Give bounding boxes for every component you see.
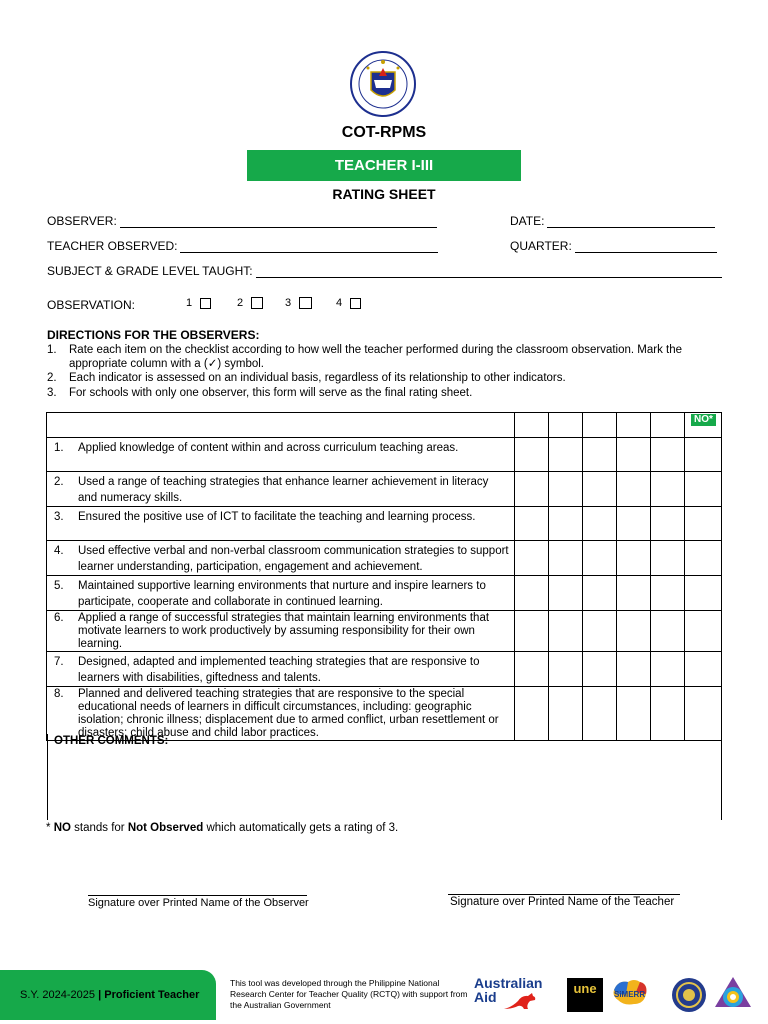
rating-cell[interactable] (685, 507, 722, 541)
rating-cell[interactable] (651, 541, 685, 576)
indicator-number: 2. (54, 476, 64, 488)
quarter-label: QUARTER: (510, 239, 572, 253)
indicator-text: Applied a range of successful strategies that maintain learning environments that motivate learners to work productively by assuming responsibility for their own learning. (78, 612, 490, 650)
indicator-number: 8. (54, 688, 64, 700)
table-row (47, 507, 722, 541)
direction-text: Each indicator is assessed on an individual basis, regardless of its relationship to other indicators. (69, 372, 566, 384)
table-row (47, 687, 722, 741)
direction-number: 3. (47, 387, 57, 399)
direction-text: Rate each item on the checklist according to how well the teacher performed during the classroom observation. Mark the appropriate column with a (✓) symbol. (69, 344, 683, 370)
indicator-number: 1. (54, 442, 64, 454)
table-row (47, 611, 722, 652)
indicator-number: 4. (54, 545, 64, 557)
rating-cell[interactable] (685, 541, 722, 576)
checkbox[interactable] (299, 297, 312, 309)
observation-option-2[interactable] (237, 297, 263, 309)
indicator-cell (47, 438, 515, 472)
rating-cell[interactable] (617, 576, 651, 611)
subject-label: SUBJECT & GRADE LEVEL TAUGHT: (47, 264, 253, 278)
rating-cell[interactable] (651, 687, 685, 741)
rating-cell[interactable] (583, 472, 617, 507)
indicator-text: Designed, adapted and implemented teaching strategies that are responsive to learners with disabilities, giftedness and talents. (78, 656, 480, 684)
header-cell (651, 413, 685, 438)
footnote-tail: which automatically gets a rating of 3. (203, 822, 399, 834)
footer-credit: This tool was developed through the Philippine National Research Center for Teacher Quality (RCTQ) with support from the Australian Government (230, 978, 468, 1010)
checkbox[interactable] (251, 297, 263, 309)
indicator-text: Planned and delivered teaching strategies that are responsive to the special educational needs of learners in difficult circumstances, including: geographic isolation; chronic illness; displacement due to armed conflict, urban resettlement or disasters; child abuse and child labor practices. (78, 688, 499, 739)
career-stage: Proficient Teacher (104, 989, 200, 1001)
indicator-cell (47, 507, 515, 541)
rating-cell[interactable] (515, 687, 549, 741)
checkbox[interactable] (350, 298, 361, 309)
teacher-observed-line[interactable] (180, 241, 438, 253)
direction-item (47, 343, 709, 371)
observer-field[interactable] (47, 214, 437, 228)
subject-field[interactable] (47, 264, 722, 278)
option-label: 4 (336, 297, 343, 309)
rating-cell[interactable] (549, 438, 583, 472)
table-row (47, 576, 722, 611)
rating-cell[interactable] (685, 438, 722, 472)
rating-cell[interactable] (617, 507, 651, 541)
direction-item (47, 371, 709, 385)
observer-signature-line[interactable] (88, 895, 307, 896)
rating-cell[interactable] (617, 687, 651, 741)
rating-cell[interactable] (617, 611, 651, 652)
rating-cell[interactable] (651, 611, 685, 652)
header-cell (617, 413, 651, 438)
indicator-cell (47, 652, 515, 687)
header-cell (47, 413, 515, 438)
header-cell (515, 413, 549, 438)
kangaroo-icon (502, 991, 540, 1011)
direction-text: For schools with only one observer, this form will serve as the final rating sheet. (69, 387, 473, 399)
rating-cell[interactable] (651, 438, 685, 472)
rating-cell[interactable] (617, 652, 651, 687)
rating-cell[interactable] (651, 576, 685, 611)
table-row (47, 438, 722, 472)
rctq-logo (713, 975, 753, 1013)
rating-cell[interactable] (685, 652, 722, 687)
header-cell-no (685, 413, 722, 438)
level-banner: TEACHER I-III (247, 150, 521, 181)
other-comments-label: OTHER COMMENTS: (54, 735, 169, 747)
indicator-cell (47, 611, 515, 652)
rating-cell[interactable] (515, 611, 549, 652)
rating-cell[interactable] (685, 611, 722, 652)
rating-cell[interactable] (617, 472, 651, 507)
indicator-cell (47, 576, 515, 611)
footer-separator: | (95, 989, 105, 1001)
page-subtitle: RATING SHEET (332, 186, 436, 202)
footnote (46, 822, 398, 834)
direction-number: 1. (47, 344, 57, 356)
table-header-row (47, 413, 722, 438)
rating-cell[interactable] (651, 507, 685, 541)
directions-heading: DIRECTIONS FOR THE OBSERVERS: (47, 328, 260, 342)
teacher-observed-field[interactable] (47, 239, 438, 253)
teacher-signature-label: Signature over Printed Name of the Teacher (450, 896, 675, 908)
header-cell (583, 413, 617, 438)
rating-cell[interactable] (515, 576, 549, 611)
indicator-text: Used effective verbal and non-verbal classroom communication strategies to support learner understanding, participation, engagement and achievement. (78, 545, 509, 573)
table-row (47, 652, 722, 687)
other-comments-box[interactable] (47, 734, 722, 820)
observation-label: OBSERVATION: (47, 298, 136, 312)
rating-cell[interactable] (515, 652, 549, 687)
direction-item (47, 386, 709, 400)
footnote-no: NO (53, 822, 71, 834)
quarter-line[interactable] (575, 241, 717, 253)
direction-number: 2. (47, 372, 57, 384)
rating-cell[interactable] (583, 652, 617, 687)
subject-line[interactable] (256, 266, 722, 278)
simerr-logo (610, 976, 650, 1012)
rating-cell[interactable] (583, 507, 617, 541)
checkbox[interactable] (200, 298, 211, 309)
rating-cell[interactable] (549, 652, 583, 687)
rating-cell[interactable] (617, 438, 651, 472)
simerr-logo-text: SiMERR (614, 990, 646, 999)
rating-cell[interactable] (549, 472, 583, 507)
option-label: 2 (237, 297, 244, 309)
footnote-not-observed: Not Observed (127, 822, 204, 834)
not-observed-badge: NO* (691, 414, 716, 426)
rating-cell[interactable] (549, 687, 583, 741)
indicator-number: 5. (54, 580, 64, 592)
rating-cell[interactable] (549, 507, 583, 541)
indicator-text: Maintained supportive learning environments that nurture and inspire learners to participate, cooperate and collaborate in continued learning. (78, 580, 486, 608)
indicator-text: Ensured the positive use of ICT to facilitate the teaching and learning process. (78, 511, 476, 523)
university-seal-logo (671, 977, 707, 1013)
deped-seal-logo (346, 50, 420, 118)
rating-cell[interactable] (617, 541, 651, 576)
rating-cell[interactable] (549, 576, 583, 611)
observer-label: OBSERVER: (47, 214, 117, 228)
footnote-mid: stands for (70, 822, 128, 834)
indicator-cell (47, 472, 515, 507)
rating-cell[interactable] (583, 687, 617, 741)
page-title: COT-RPMS (341, 124, 427, 141)
une-logo (567, 978, 603, 1012)
rating-cell[interactable] (583, 438, 617, 472)
rating-cell[interactable] (583, 576, 617, 611)
indicator-number: 7. (54, 656, 64, 668)
table-row (47, 472, 722, 507)
rating-cell[interactable] (515, 541, 549, 576)
rating-cell[interactable] (685, 472, 722, 507)
observation-option-1[interactable] (186, 297, 211, 309)
table-row (47, 541, 722, 576)
observation-option-3[interactable] (285, 297, 312, 309)
rating-cell[interactable] (515, 472, 549, 507)
rating-cell[interactable] (515, 507, 549, 541)
aus-aid-line1: Australian (474, 975, 543, 991)
observation-option-4[interactable] (336, 297, 361, 309)
aus-aid-line2: Aid (474, 989, 497, 1005)
observer-signature-label: Signature over Printed Name of the Observer (88, 897, 309, 909)
indicator-number: 3. (54, 511, 64, 523)
observer-line[interactable] (120, 216, 437, 228)
rating-cell[interactable] (583, 611, 617, 652)
indicator-text: Used a range of teaching strategies that enhance learner achievement in literacy and numeracy skills. (78, 476, 489, 504)
school-year: S.Y. 2024-2025 (20, 989, 96, 1001)
footer-school-year-band (0, 970, 216, 1020)
indicator-cell (47, 687, 515, 741)
indicator-cell (47, 541, 515, 576)
option-label: 1 (186, 297, 193, 309)
rating-cell[interactable] (515, 438, 549, 472)
footnote-star: * (46, 822, 51, 834)
rating-cell[interactable] (549, 541, 583, 576)
option-label: 3 (285, 297, 292, 309)
date-field[interactable] (510, 214, 715, 228)
rating-table (46, 412, 722, 741)
rating-cell[interactable] (685, 576, 722, 611)
rating-cell[interactable] (583, 541, 617, 576)
indicator-text: Applied knowledge of content within and across curriculum teaching areas. (78, 442, 459, 454)
australian-aid-logo (474, 977, 552, 1013)
rating-cell[interactable] (685, 687, 722, 741)
date-label: DATE: (510, 214, 545, 228)
rating-cell[interactable] (651, 652, 685, 687)
date-line[interactable] (547, 216, 715, 228)
une-logo-text: une (573, 981, 597, 996)
header-cell (549, 413, 583, 438)
teacher-observed-label: TEACHER OBSERVED: (47, 239, 178, 253)
rating-cell[interactable] (651, 472, 685, 507)
indicator-number: 6. (54, 612, 64, 624)
rating-cell[interactable] (549, 611, 583, 652)
teacher-signature-line[interactable] (448, 894, 680, 895)
quarter-field[interactable] (510, 239, 717, 253)
